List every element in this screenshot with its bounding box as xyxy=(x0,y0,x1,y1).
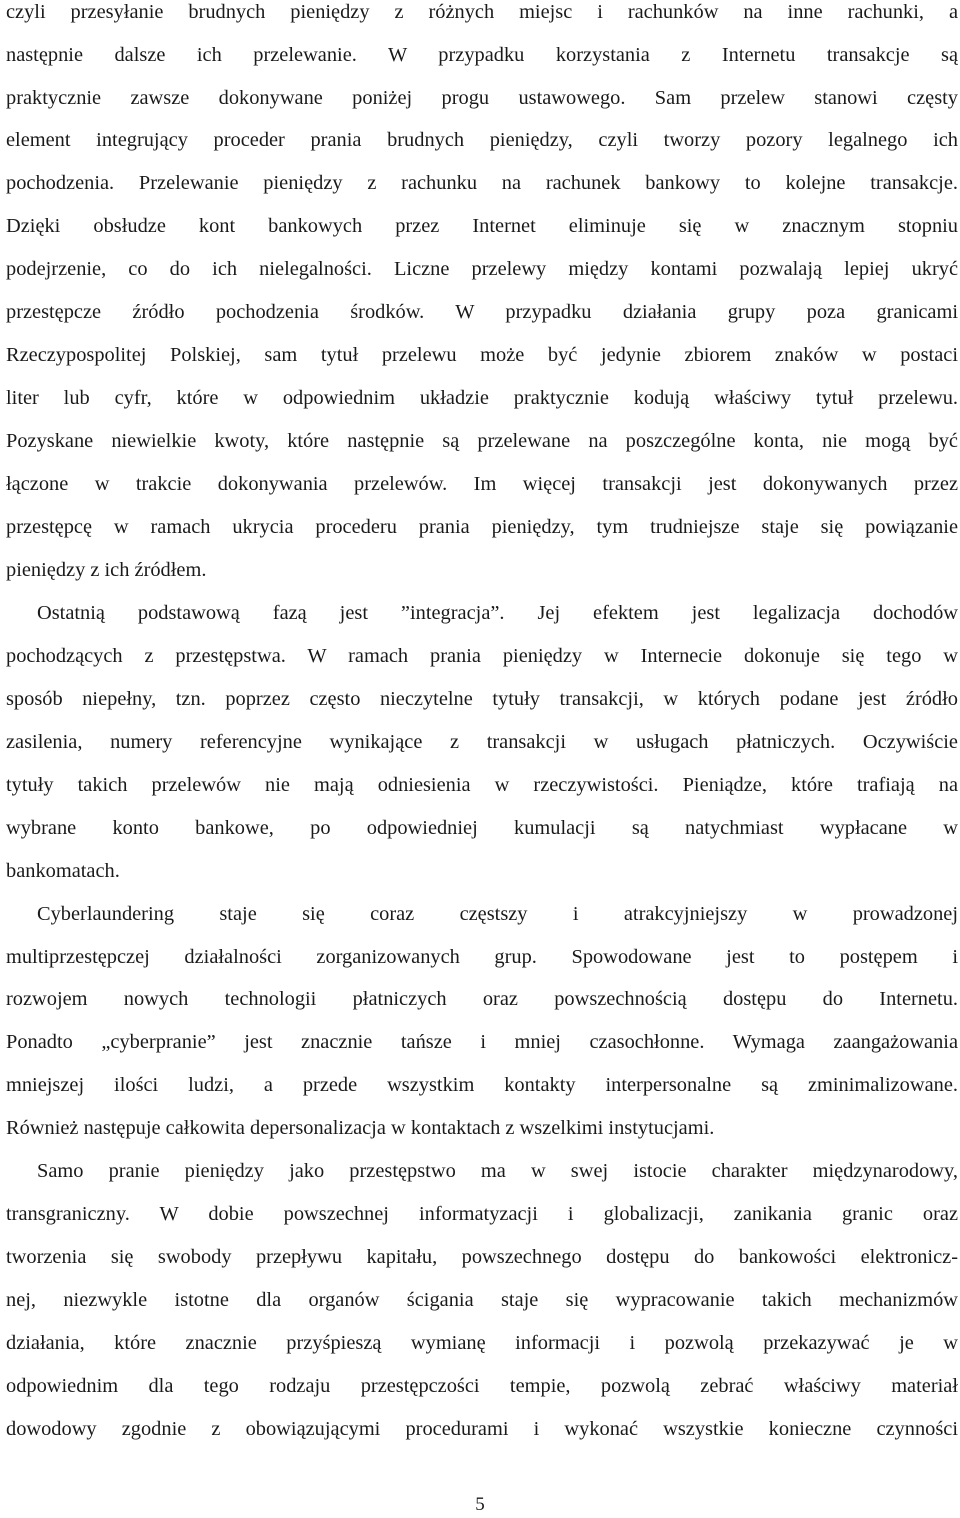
paragraph-last-line: bankomatach. xyxy=(6,860,120,882)
text-line: sposób niepełny, tzn. poprzez często nieczytelne tytuły transakcji, w których podane jest źródło xyxy=(6,688,958,710)
text-line: łączone w trakcie dokonywania przelewów. Im więcej transakcji jest dokonywanych przez xyxy=(6,473,958,495)
text-line: tworzenia się swobody przepływu kapitału, powszechnego dostępu do bankowości elektronicz- xyxy=(6,1246,958,1268)
text-line: odpowiednim dla tego rodzaju przestępczości tempie, pozwolą zebrać właściwy materiał xyxy=(6,1375,958,1397)
paragraph-first-line: Samo pranie pieniędzy jako przestępstwo ma w swej istocie charakter międzynarodowy, xyxy=(37,1160,958,1182)
text-line: podejrzenie, co do ich nielegalności. Liczne przelewy między kontami pozwalają lepiej ukryć xyxy=(6,258,958,280)
paragraph-first-line: Cyberlaundering staje się coraz częstszy i atrakcyjniejszy w prowadzonej xyxy=(37,903,958,925)
text-line: mniejszej ilości ludzi, a przede wszystkim kontakty interpersonalne są zminimalizowane. xyxy=(6,1074,958,1096)
text-line: liter lub cyfr, które w odpowiednim układzie praktycznie kodują właściwy tytuł przelewu. xyxy=(6,387,958,409)
paragraph-last-line: Również następuje całkowita depersonalizacja w kontaktach z wszelkimi instytucjami. xyxy=(6,1117,715,1139)
text-line: nej, niezwykle istotne dla organów ścigania staje się wypracowanie takich mechanizmów xyxy=(6,1289,958,1311)
text-line: następnie dalsze ich przelewanie. W przypadku korzystania z Internetu transakcje są xyxy=(6,44,958,66)
text-line: Dzięki obsłudze kont bankowych przez Internet eliminuje się w znacznym stopniu xyxy=(6,215,958,237)
text-line: wybrane konto bankowe, po odpowiedniej kumulacji są natychmiast wypłacane w xyxy=(6,817,958,839)
page-number: 5 xyxy=(475,1494,485,1515)
text-line: przestępcze źródło pochodzenia środków. W przypadku działania grupy poza granicami xyxy=(6,301,958,323)
text-line: Rzeczypospolitej Polskiej, sam tytuł przelewu może być jedynie zbiorem znaków w postaci xyxy=(6,344,958,366)
text-line: Ponadto „cyberpranie” jest znacznie tańsze i mniej czasochłonne. Wymaga zaangażowania xyxy=(6,1031,958,1053)
text-line: pochodzenia. Przelewanie pieniędzy z rachunku na rachunek bankowy to kolejne transakcje. xyxy=(6,172,958,194)
text-line: praktycznie zawsze dokonywane poniżej progu ustawowego. Sam przelew stanowi częsty xyxy=(6,87,958,109)
text-line: Pozyskane niewielkie kwoty, które następnie są przelewane na poszczególne konta, nie mogą być xyxy=(6,430,958,452)
text-line: działania, które znacznie przyśpieszą wymianę informacji i pozwolą przekazywać je w xyxy=(6,1332,958,1354)
text-line: rozwojem nowych technologii płatniczych oraz powszechnością dostępu do Internetu. xyxy=(6,988,958,1010)
paragraph-first-line: Ostatnią podstawową fazą jest ”integracja”. Jej efektem jest legalizacja dochodów xyxy=(37,602,958,624)
text-line: multiprzestępczej działalności zorganizowanych grup. Spowodowane jest to postępem i xyxy=(6,946,958,968)
paragraph-last-line: pieniędzy z ich źródłem. xyxy=(6,559,207,581)
text-line: dowodowy zgodnie z obowiązującymi procedurami i wykonać wszystkie konieczne czynności xyxy=(6,1418,958,1440)
text-line: transgraniczny. W dobie powszechnej informatyzacji i globalizacji, zanikania granic oraz xyxy=(6,1203,958,1225)
text-line: zasilenia, numery referencyjne wynikające z transakcji w usługach płatniczych. Oczywiście xyxy=(6,731,958,753)
text-line: pochodzących z przestępstwa. W ramach prania pieniędzy w Internecie dokonuje się tego w xyxy=(6,645,958,667)
text-line: czyli przesyłanie brudnych pieniędzy z różnych miejsc i rachunków na inne rachunki, a xyxy=(6,1,958,23)
text-line: element integrujący proceder prania brudnych pieniędzy, czyli tworzy pozory legalnego ich xyxy=(6,129,958,151)
text-line: przestępcę w ramach ukrycia procederu prania pieniędzy, tym trudniejsze staje się powiązanie xyxy=(6,516,958,538)
text-line: tytuły takich przelewów nie mają odniesienia w rzeczywistości. Pieniądze, które trafiają na xyxy=(6,774,958,796)
